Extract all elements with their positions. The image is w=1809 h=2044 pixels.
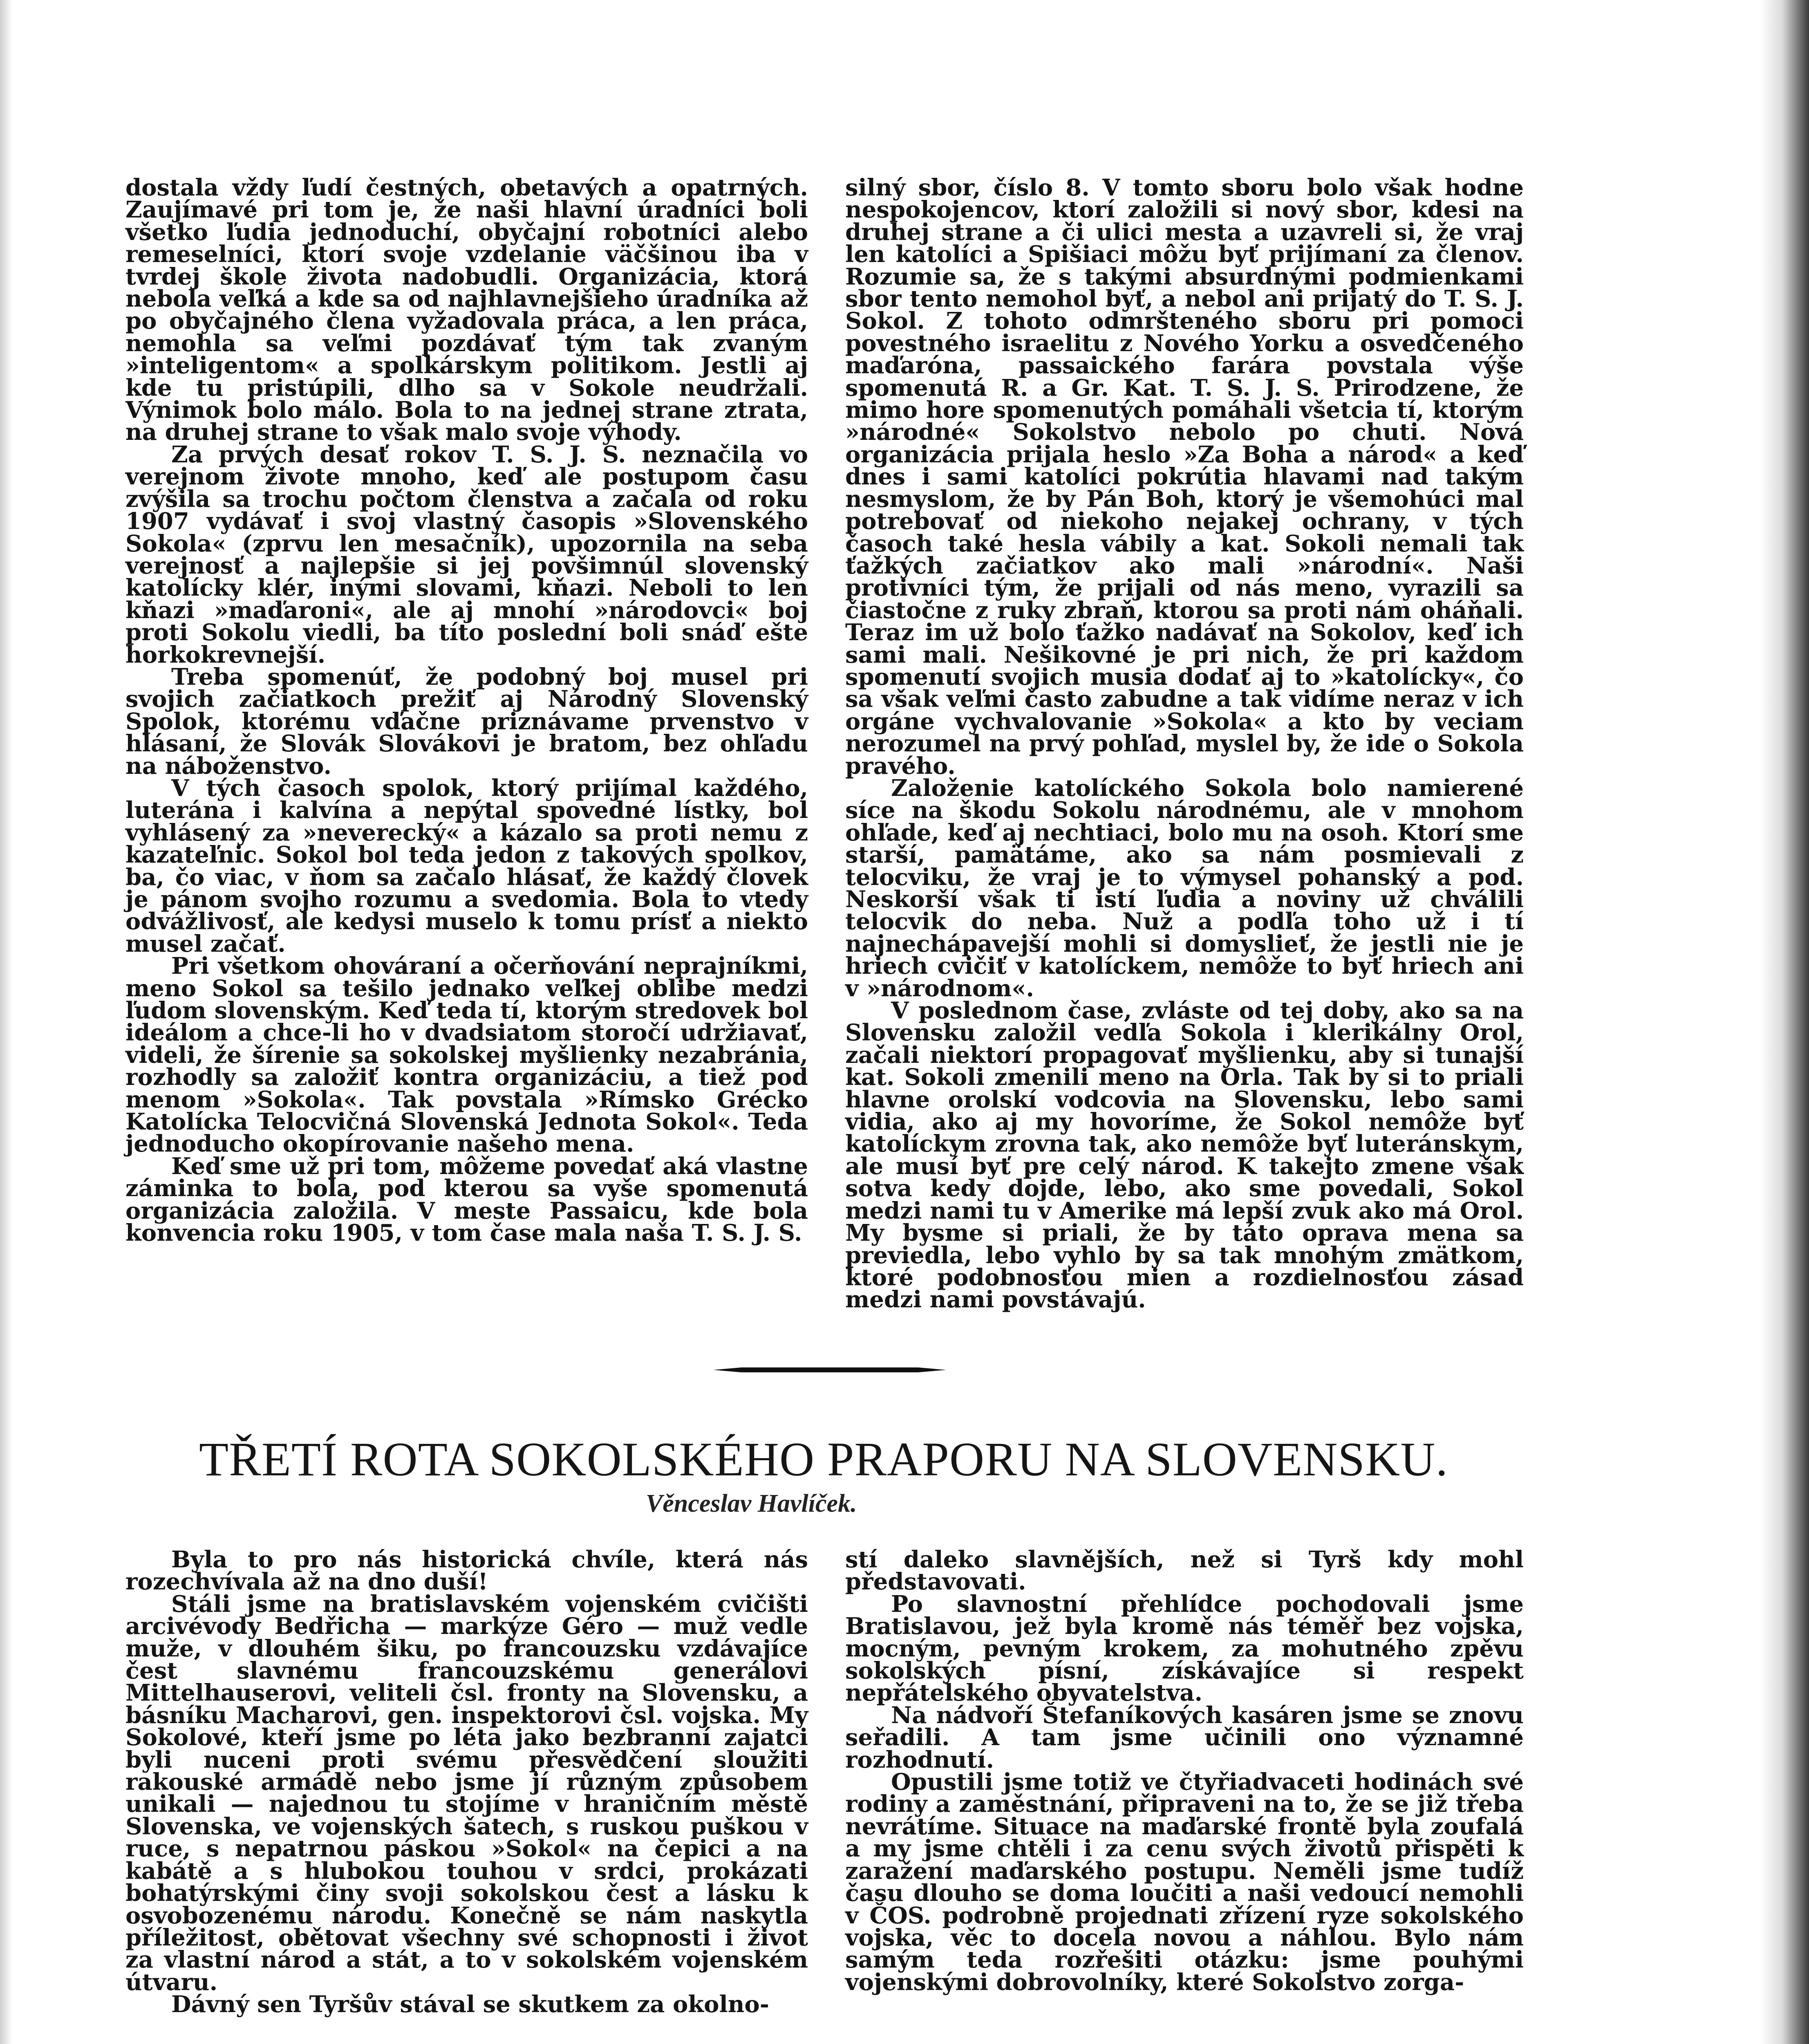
paragraph: silný sbor, číslo 8. V tomto sboru bolo však hodne nespokojencov, ktorí založili si nový sbor, kdesi na druhej strane a či ulici mesta a uzavreli si, že vraj len katolíci a Spišiaci môžu byť prijímaní za členov. Rozumie sa, že s takými absurdnými podmienkami sbor tento nemohol byť, a nebol ani prijatý do T. S. J. Sokol. Z tohoto odmršteného sboru pri pomoci povestného israelitu z Nového Yorku a osvedčeného maďaróna, passaického farára povstala výše spomenutá R. a Gr. Kat. T. S. J. S. Prirodzene, že mimo hore spomenutých pomáhali všetcia tí, ktorým »národné« Sokolstvo nebolo po chuti. Nová organizácia prijala heslo »Za Boha a národ« a keď dnes i sami katolíci pokrútia hlavami nad takým nesmyslom, že by Pán Boh, ktorý je všemohúci mal potrebovať od niekoho nejakej ochrany, v tých časoch také hesla vábily a kat. Sokoli nemali tak ťažkých začiatkov ako mali »národní«. Naši protivníci tým, že prijali od nás meno, vyrazili sa čiastočne z ruky zbraň, ktorou sa proti nám oháňali. Teraz im už bolo ťažko nadávať na Sokolov, keď ich sami mali. Nešikovné je pri nich, že pri každom spomenutí svojich musia dodať aj to »katolícky«, čo sa však veľmi často zabudne a tak vidíme neraz v ich orgáne vychvalovanie »Sokola« a kto by veciam nerozumel na prvý pohľad, myslel by, že ide o Sokola pravého.: [845, 174, 1524, 780]
paragraph: dostala vždy ľudí čestných, obetavých a opatrných. Zaujímavé pri tom je, že naši hlavní úradníci boli všetko ľudia jednoduchí, obyčajní robotníci alebo remeselníci, ktorí svoje vzdelanie väčšinou iba v tvrdej škole života nadobudli. Organizácia, ktorá nebola veľká a kde sa od najhlavnejšieho úradníka až po obyčajného člena vyžadovala práca, a len práca, nemohla sa veľmi pozdávať tým tak zvaným »inteligentom« a spolkárskym politikom. Jestli aj kde tu pristúpili, dlho sa v Sokole neudržali. Výnimok bolo málo. Bola to na jednej strane ztrata, na druhej strane to však malo svoje výhody.: [125, 174, 808, 446]
paragraph: Po slavnostní přehlídce pochodovali jsme Bratislavou, jež byla kromě nás téměř bez vojska, mocným, pevným krokem, za mohutného zpěvu sokolských písní, získávajíce si respekt nepřátelského obyvatelstva.: [845, 1590, 1524, 1707]
article-2-column-right: [845, 1546, 1524, 1996]
paragraph: Založenie katolíckého Sokola bolo namierené síce na škodu Sokolu národnému, ale v mnohom ohľade, keď aj nechtiaci, bolo mu na osoh. Ktorí sme starší, pamätáme, ako sa nám posmievali z telocviku, že vraj je to výmysel pohanský a pod. Neskorší však ti istí ľudia a noviny už chválili telocvik do neba. Nuž a podľa toho už i tí najnechápavejší mohli si domyslieť, že jestli nie je hriech cvičiť v katolíckem, nemôže to byť hriech ani v »národnom«.: [845, 774, 1524, 1002]
article-author: Věnceslav Havlíček.: [646, 1490, 857, 1517]
paragraph: Na nádvoří Štefaníkových kasáren jsme se znovu seřadili. A tam jsme učinili ono významné rozhodnutí.: [845, 1701, 1524, 1773]
paragraph: stí daleko slavnějších, než si Tyrš kdy mohl představovati.: [845, 1546, 1524, 1596]
paragraph: Treba spomenúť, že podobný boj musel pri svojich začiatkoch prežiť aj Národný Slovenský Spolok, ktorému vďačne priznávame prvenstvo v hlásaní, že Slovák Slovákovi je bratom, bez ohľadu na náboženstvo.: [125, 663, 808, 780]
paragraph: Za prvých desať rokov T. S. J. S. neznačila vo verejnom živote mnoho, keď ale postupom času zvýšila sa trochu počtom členstva a začala od roku 1907 vydávať i svoj vlastný časopis »Slovenského Sokola« (zprvu len mesačník), upozornila na seba verejnosť a najlepšie si jej povšimnúl slovenský katolícky klér, inými slovami, kňazi. Neboli to len kňazi »maďaroni«, ale aj mnohí »národovci« boj proti Sokolu viedli, ba títo poslední boli snáď ešte horkokrevnejší.: [125, 441, 808, 668]
paragraph: Stáli jsme na bratislavském vojenském cvičišti arcivévody Bedřicha — markýze Géro — muž vedle muže, v dlouhém šiku, po francouzsku vzdávajíce čest slavnému francouzskému generálovi Mittelhauserovi, veliteli čsl. fronty na Slovensku, a básníku Macharovi, gen. inspektorovi čsl. vojska. My Sokolové, kteří jsme po léta jako bezbranní zajatci byli nuceni proti svému přesvědčení sloužiti rakouské armádě nebo jsme jí různým způsobem unikali — najednou tu stojíme v hraničním městě Slovenska, ve vojenských šatech, s ruskou puškou v ruce, s nepatrnou páskou »Sokol« na čepici a na kabátě a s hlubokou touhou v srdci, prokázati bohatýrskými činy svoji sokolskou čest a lásku k osvobozenému národu. Konečně se nám naskytla příležitost, obětovat všechny své schopnosti i život za vlastní národ a stát, a to v sokolském vojenském útvaru.: [125, 1590, 808, 1996]
scan-edge-right: [1760, 0, 1809, 2044]
paragraph: Keď sme už pri tom, môžeme povedať aká vlastne záminka to bola, pod kterou sa vyše spomenutá organizácia založila. V meste Passaicu, kde bola konvencia roku 1905, v tom čase mala naša T. S. J. S.: [125, 1152, 808, 1247]
article-1-column-right: [845, 174, 1524, 1313]
paragraph: Pri všetkom ohováraní a očerňování neprajníkmi, meno Sokol sa tešilo jednako veľkej oblibe medzi ľudom slovenským. Keď teda tí, ktorým stredovek bol ideálom a chce-li ho v dvadsiatom storočí udržiavať, videli, že šírenie sa sokolskej myšlienky nezabrániа, rozhodly sa založiť kontra organizáciu, a tiež pod menom »Sokola«. Tak povstala »Rímsko Grécko Katolícka Telocvičná Slovenská Jednota Sokol«. Teda jednoduchо okopírovanie našeho mena.: [125, 953, 808, 1158]
paragraph: Byla to pro nás historická chvíle, která nás rozechvívala až na dno duší!: [125, 1546, 808, 1596]
section-divider: [713, 1367, 946, 1372]
paragraph: Dávný sen Tyršův stával se skutkem za okolno-: [171, 1991, 770, 2018]
paragraph: V tých časoch spolok, ktorý prijímal každého, luterána i kalvína a nepýtal spovedné lístky, bol vyhlásený za »neverecký« a kázalo sa proti nemu z kazateľnic. Sokol bol tedа jedon z takových spolkov, ba, čo viac, v ňom sa začalo hlásať, že každý človek je pánom svojho rozumu a svedomia. Bola to vtedy odvážlivosť, ale kedysi muselo k tomu prísť a niekto musel začať.: [125, 774, 808, 957]
article-1-column-left: [125, 174, 808, 1247]
paragraph: Opustili jsme totiž ve čtyřiadvaceti hodinách své rodiny a zaměstnání, připraveni na to, že se již třeba nevrátíme. Situace na maďarské frontě byla zoufalá a my jsme chtěli i za cenu svých životů přispěti k zaražení maďarského postupu. Neměli jsme tudíž času dlouho se doma loučiti a naši vedoucí nemohli v ČOS. podrobně projednati zřízení ryze sokolského vojska, věc to docela novou a náhlou. Bylo nám samým teda rozřešiti otázku: jsme pouhými vojenskými dobrovolníky, které Sokolstvo zorga-: [845, 1768, 1524, 1996]
paragraph: V poslednom čase, zvláste od tej doby, ako sa na Slovensku založil vedľa Sokola i klerikálny Orol, začali niektorí propagovať myšlienku, aby si tunajší kat. Sokoli zmenili meno na Orla. Tak by si to priali hlavne orolskí vodcovia na Slovensku, lebo sami vidia, ako aj my hovoríme, že Sokol nemôže byť katolíckym zrovna tak, ako nemôže byť luteránskym, ale musí byť pre celý národ. K takejto zmene však sotva kedy dojde, lebo, ako sme povedali, Sokol medzi nami tu v Amerike má lepší zvuk ako má Orol. My bysme si priali, že by táto oprava mena sa previedla, lebo vyhlo by sa tak mnohým zmätkom, ktoré podobnosťou mien a rozdielnosťou zásad medzi nami povstávajú.: [845, 997, 1524, 1313]
article-title: TŘETÍ ROTA SOKOLSKÉHO PRAPORU NA SLOVENSKU.: [199, 1432, 1448, 1486]
article-2-column-left: [125, 1546, 808, 2018]
scan-edge-left: [0, 0, 12, 2044]
